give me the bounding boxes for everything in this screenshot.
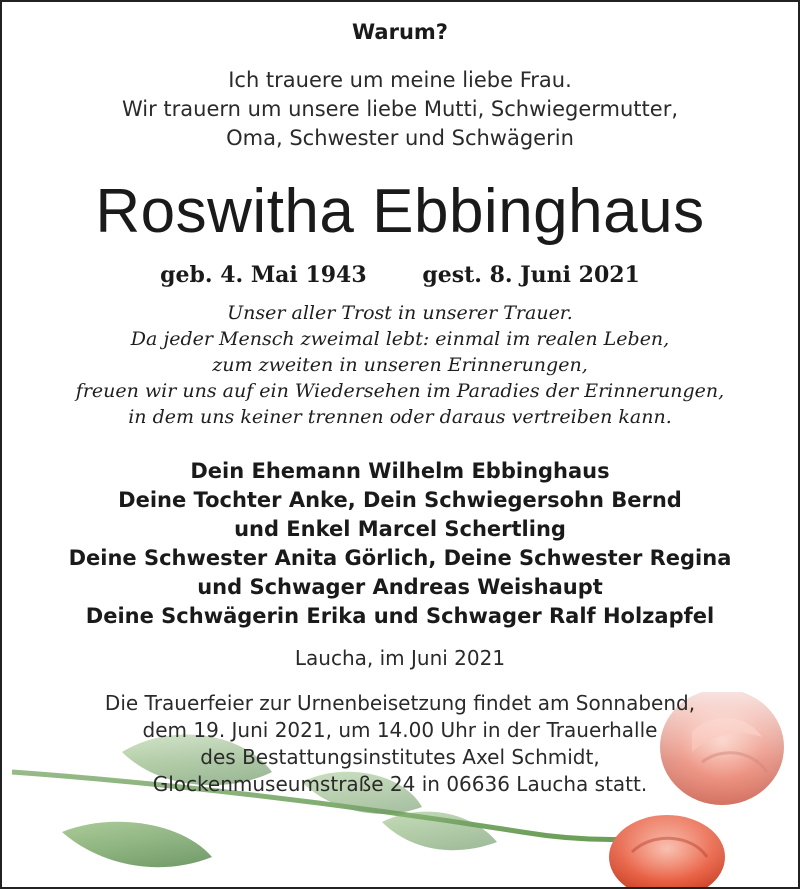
- intro-line: Ich trauere um meine liebe Frau.: [228, 68, 572, 92]
- death-date: gest. 8. Juni 2021: [422, 262, 640, 288]
- intro-line: Oma, Schwester und Schwägerin: [226, 126, 574, 150]
- ceremony-line: Glockenmuseumstraße 24 in 06636 Laucha statt.: [152, 772, 648, 796]
- mourners-list: [2, 457, 798, 631]
- mourner-line: und Enkel Marcel Schertling: [234, 517, 566, 541]
- intro-line: Wir trauern um unsere liebe Mutti, Schwiegermutter,: [121, 97, 679, 121]
- birth-date: geb. 4. Mai 1943: [160, 262, 367, 288]
- heading-question: Warum?: [352, 20, 448, 44]
- intro-text: [2, 66, 798, 153]
- mourner-line: Deine Schwester Anita Görlich, Deine Schwester Regina: [68, 546, 732, 570]
- quote-line: in dem uns keiner trennen oder daraus vertreiben kann.: [128, 406, 672, 428]
- place-and-date: Laucha, im Juni 2021: [294, 646, 506, 670]
- memorial-quote: [2, 300, 798, 430]
- quote-line: zum zweiten in unseren Erinnerungen,: [212, 354, 588, 376]
- mourner-line: Deine Tochter Anke, Dein Schwiegersohn Bernd: [118, 488, 682, 512]
- ceremony-line: Die Trauerfeier zur Urnenbeisetzung findet am Sonnabend,: [104, 691, 696, 715]
- ceremony-line: dem 19. Juni 2021, um 14.00 Uhr in der Trauerhalle: [142, 718, 658, 742]
- quote-line: Unser aller Trost in unserer Trauer.: [227, 302, 573, 324]
- ceremony-details: [2, 690, 798, 798]
- quote-line: freuen wir uns auf ein Wiedersehen im Paradies der Erinnerungen,: [75, 380, 725, 402]
- quote-line: Da jeder Mensch zweimal lebt: einmal im realen Leben,: [130, 328, 670, 350]
- mourner-line: Deine Schwägerin Erika und Schwager Ralf Holzapfel: [85, 604, 715, 628]
- life-dates: [2, 262, 798, 288]
- mourner-line: und Schwager Andreas Weishaupt: [197, 575, 603, 599]
- deceased-name: Roswitha Ebbinghaus: [95, 177, 705, 246]
- mourner-line: Dein Ehemann Wilhelm Ebbinghaus: [190, 459, 610, 483]
- ceremony-line: des Bestattungsinstitutes Axel Schmidt,: [200, 745, 600, 769]
